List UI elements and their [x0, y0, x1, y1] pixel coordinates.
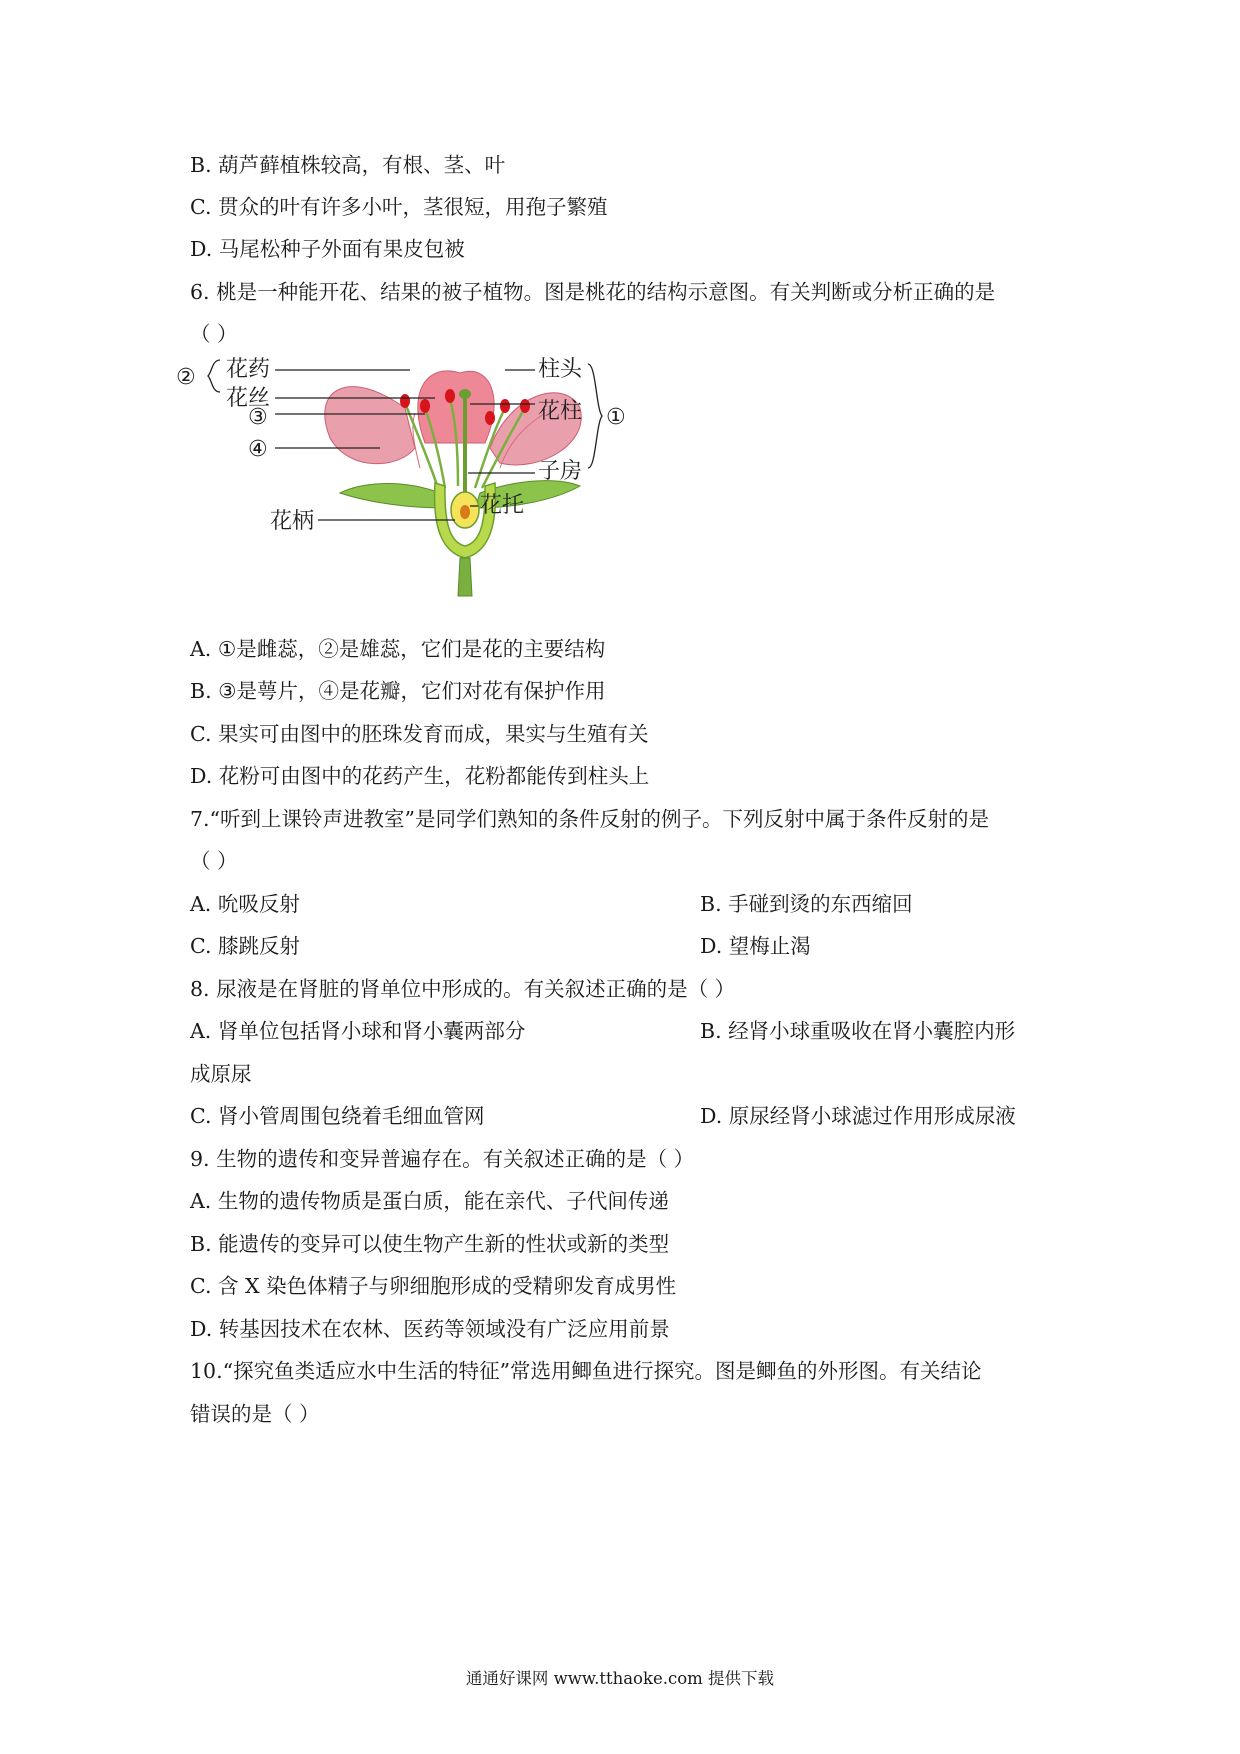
q7-stem: 7.“听到上课铃声进教室”是同学们熟知的条件反射的例子。下列反射中属于条件反射的是 [190, 807, 990, 831]
q6-option-d: D. 花粉可由图中的花药产生，花粉都能传到柱头上 [190, 764, 650, 788]
q8-option-d: D. 原尿经肾小球滤过作用形成尿液 [700, 1104, 1016, 1128]
q10-stem-cont: 错误的是（ ） [190, 1402, 320, 1426]
q6-option-b: B. ③是萼片，④是花瓣，它们对花有保护作用 [190, 679, 606, 703]
peach-flower-diagram [176, 357, 700, 598]
q9-option-c: C. 含 X 染色体精子与卵细胞形成的受精卵发育成男性 [190, 1274, 677, 1298]
q5-option-d: D. 马尾松种子外面有果皮包被 [190, 237, 465, 261]
q8-stem: 8. 尿液是在肾脏的肾单位中形成的。有关叙述正确的是（ ） [190, 977, 736, 1001]
q5-option-c: C. 贯众的叶有许多小叶，茎很短，用孢子繁殖 [190, 195, 608, 219]
q9-option-d: D. 转基因技术在农林、医药等领域没有广泛应用前景 [190, 1317, 670, 1341]
label-receptacle: 花托 [480, 493, 525, 518]
label-n1: ① [606, 405, 626, 430]
label-pedicel: 花柄 [270, 509, 315, 534]
label-style: 花柱 [538, 399, 583, 424]
q6-paren: （ ） [190, 322, 238, 346]
q7-option-b: B. 手碰到烫的东西缩回 [700, 892, 913, 916]
q6-option-a: A. ①是雌蕊，②是雄蕊，它们是花的主要结构 [190, 637, 606, 661]
label-anther: 花药 [226, 357, 271, 382]
label-filament: 花丝 [226, 386, 271, 411]
q8-option-c: C. 肾小管周围包绕着毛细血管网 [190, 1104, 485, 1128]
q7-option-c: C. 膝跳反射 [190, 934, 300, 958]
q7-paren: （ ） [190, 849, 238, 873]
label-ovary: 子房 [538, 459, 583, 484]
page-footer: 通通好课网 www.tthaoke.com 提供下载 [465, 1669, 775, 1688]
q6-option-c: C. 果实可由图中的胚珠发育而成，果实与生殖有关 [190, 722, 649, 746]
label-stigma: 柱头 [538, 357, 583, 382]
q8-option-b: B. 经肾小球重吸收在肾小囊腔内形 [700, 1019, 1016, 1043]
q10-stem: 10.“探究鱼类适应水中生活的特征”常选用鲫鱼进行探究。图是鲫鱼的外形图。有关结论 [190, 1359, 982, 1383]
q7-option-d: D. 望梅止渴 [700, 934, 811, 958]
q7-option-a: A. 吮吸反射 [190, 892, 300, 916]
label-n4: ④ [248, 437, 268, 462]
q9-option-b: B. 能遗传的变异可以使生物产生新的性状或新的类型 [190, 1232, 670, 1256]
q6-stem: 6. 桃是一种能开花、结果的被子植物。图是桃花的结构示意图。有关判断或分析正确的是 [190, 280, 996, 304]
q8-option-a: A. 肾单位包括肾小球和肾小囊两部分 [190, 1019, 526, 1043]
label-n2: ② [176, 365, 196, 390]
label-n3: ③ [248, 405, 268, 430]
sepal-left [340, 484, 445, 508]
q5-option-b: B. 葫芦藓植株较高，有根、茎、叶 [190, 153, 506, 177]
q9-stem: 9. 生物的遗传和变异普遍存在。有关叙述正确的是（ ） [190, 1147, 695, 1171]
q9-option-a: A. 生物的遗传物质是蛋白质，能在亲代、子代间传递 [190, 1189, 669, 1213]
q8-option-b-cont: 成原尿 [190, 1062, 252, 1086]
pedicel-shape [458, 558, 472, 596]
